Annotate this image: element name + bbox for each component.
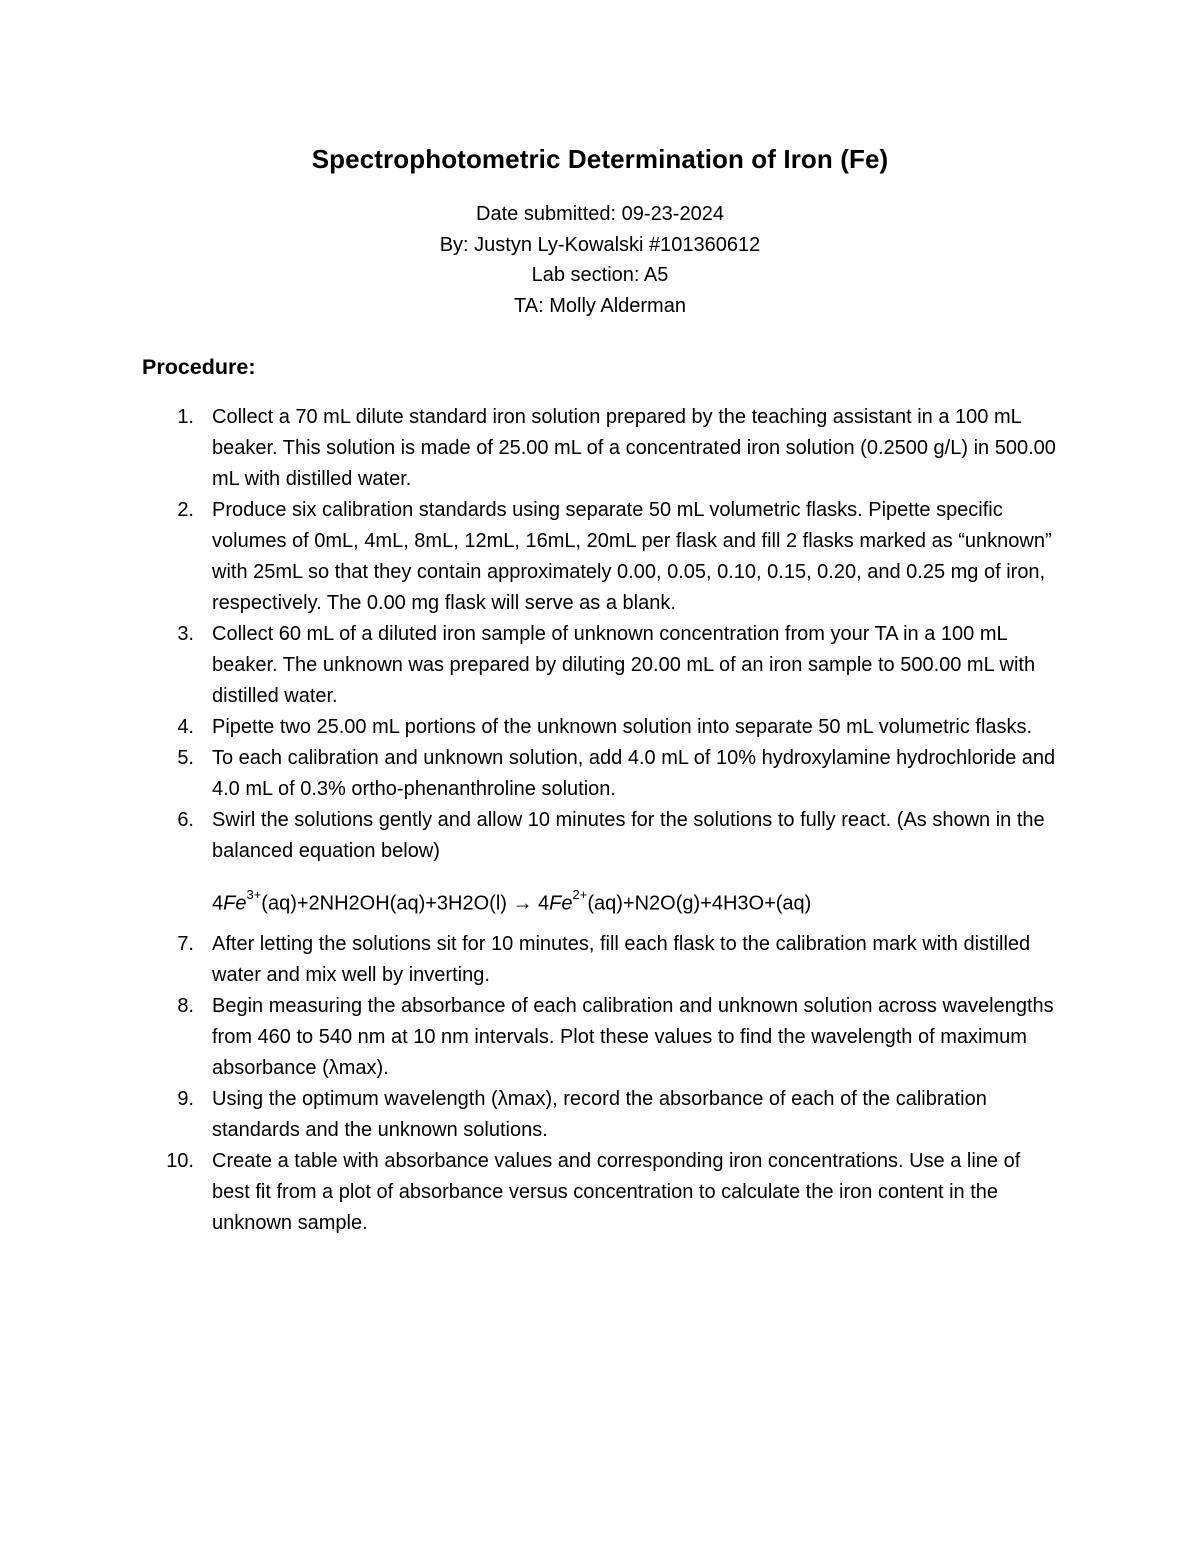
step-number: 2. — [177, 499, 194, 521]
step-number: 4. — [177, 716, 194, 738]
step-text: To each calibration and unknown solution, add 4.0 mL of 10% hydroxylamine hydrochloride and 4.0 mL of 0.3% ortho-phenanthroline solution. — [212, 747, 1056, 800]
procedure-step-9 — [0, 1084, 1062, 1146]
equation-middle: (aq)+2NH2OH(aq)+3H2O(l) → 4 — [261, 892, 550, 915]
step-text: Collect a 70 mL dilute standard iron solution prepared by the teaching assistant in a 100 mL beaker. This solution is made of 25.00 mL of a concentrated iron solution (0.2500 g/L) in 500.00 mL with distilled water. — [212, 406, 1056, 490]
procedure-step-7 — [0, 929, 1062, 991]
equation-species-iron: Fe — [223, 892, 247, 915]
step-number: 9. — [177, 1088, 194, 1110]
procedure-step-1 — [0, 402, 1062, 495]
step-text: Swirl the solutions gently and allow 10 minutes for the solutions to fully react. (As shown in the balanced equation below) — [212, 809, 1045, 862]
step-text: Collect 60 mL of a diluted iron sample of unknown concentration from your TA in a 100 mL beaker. The unknown was prepared by diluting 20.00 mL of an iron sample to 500.00 mL with distilled water. — [212, 623, 1036, 707]
equation-charge: 2+ — [572, 887, 588, 902]
procedure-step-10 — [0, 1146, 1062, 1239]
procedure-step-5 — [0, 743, 1062, 805]
procedure-step-3 — [0, 619, 1062, 712]
step-number: 5. — [177, 747, 194, 769]
procedure-step-2 — [0, 495, 1062, 619]
step-text: After letting the solutions sit for 10 minutes, fill each flask to the calibration mark with distilled water and mix well by inverting. — [212, 933, 1031, 986]
document-title: Spectrophotometric Determination of Iron (Fe) — [311, 144, 889, 174]
procedure-list — [0, 402, 1200, 1239]
step-text: Using the optimum wavelength (λmax), record the absorbance of each of the calibration standards and the unknown solutions. — [212, 1088, 987, 1141]
step-text: Create a table with absorbance values and corresponding iron concentrations. Use a line of best fit from a plot of absorbance versus concentration to calculate the iron content in the unknown sample. — [212, 1150, 1021, 1234]
procedure-heading: Procedure: — [142, 355, 256, 379]
document-meta — [0, 199, 1200, 321]
step-number: 10. — [166, 1150, 194, 1172]
step-number: 6. — [177, 809, 194, 831]
step-number: 3. — [177, 623, 194, 645]
lab-section: Lab section: A5 — [531, 264, 669, 286]
equation-species-iron: Fe — [549, 892, 573, 915]
author-line: By: Justyn Ly-Kowalski #101360612 — [439, 233, 761, 256]
balanced-equation — [0, 881, 1200, 915]
step-text: Begin measuring the absorbance of each calibration and unknown solution across wavelengths from 460 to 540 nm at 10 nm intervals. Plot these values to find the wavelength of maximum absorbance (λmax). — [212, 995, 1054, 1079]
procedure-step-8 — [0, 991, 1062, 1084]
equation-coefficient: 4 — [212, 892, 224, 915]
equation-end: (aq)+N2O(g)+4H3O+(aq) — [587, 892, 812, 915]
date-submitted: Date submitted: 09-23-2024 — [476, 203, 724, 225]
step-text: Produce six calibration standards using separate 50 mL volumetric flasks. Pipette specific volumes of 0mL, 4mL, 8mL, 12mL, 16mL, 20mL per flask and fill 2 flasks marked as “unknown” with 25mL so that they contain approximately 0.00, 0.05, 0.10, 0.15, 0.20, and 0.25 mg of iron, respectively. The 0.00 mg flask will serve as a blank. — [212, 499, 1052, 614]
equation-charge: 3+ — [246, 887, 262, 902]
ta-name: TA: Molly Alderman — [514, 294, 686, 317]
procedure-step-6 — [0, 805, 1062, 867]
step-text: Pipette two 25.00 mL portions of the unknown solution into separate 50 mL volumetric flasks. — [212, 716, 1033, 738]
step-number: 1. — [177, 406, 194, 428]
step-number: 7. — [177, 933, 194, 955]
procedure-step-4 — [0, 712, 1062, 743]
step-number: 8. — [177, 995, 194, 1017]
